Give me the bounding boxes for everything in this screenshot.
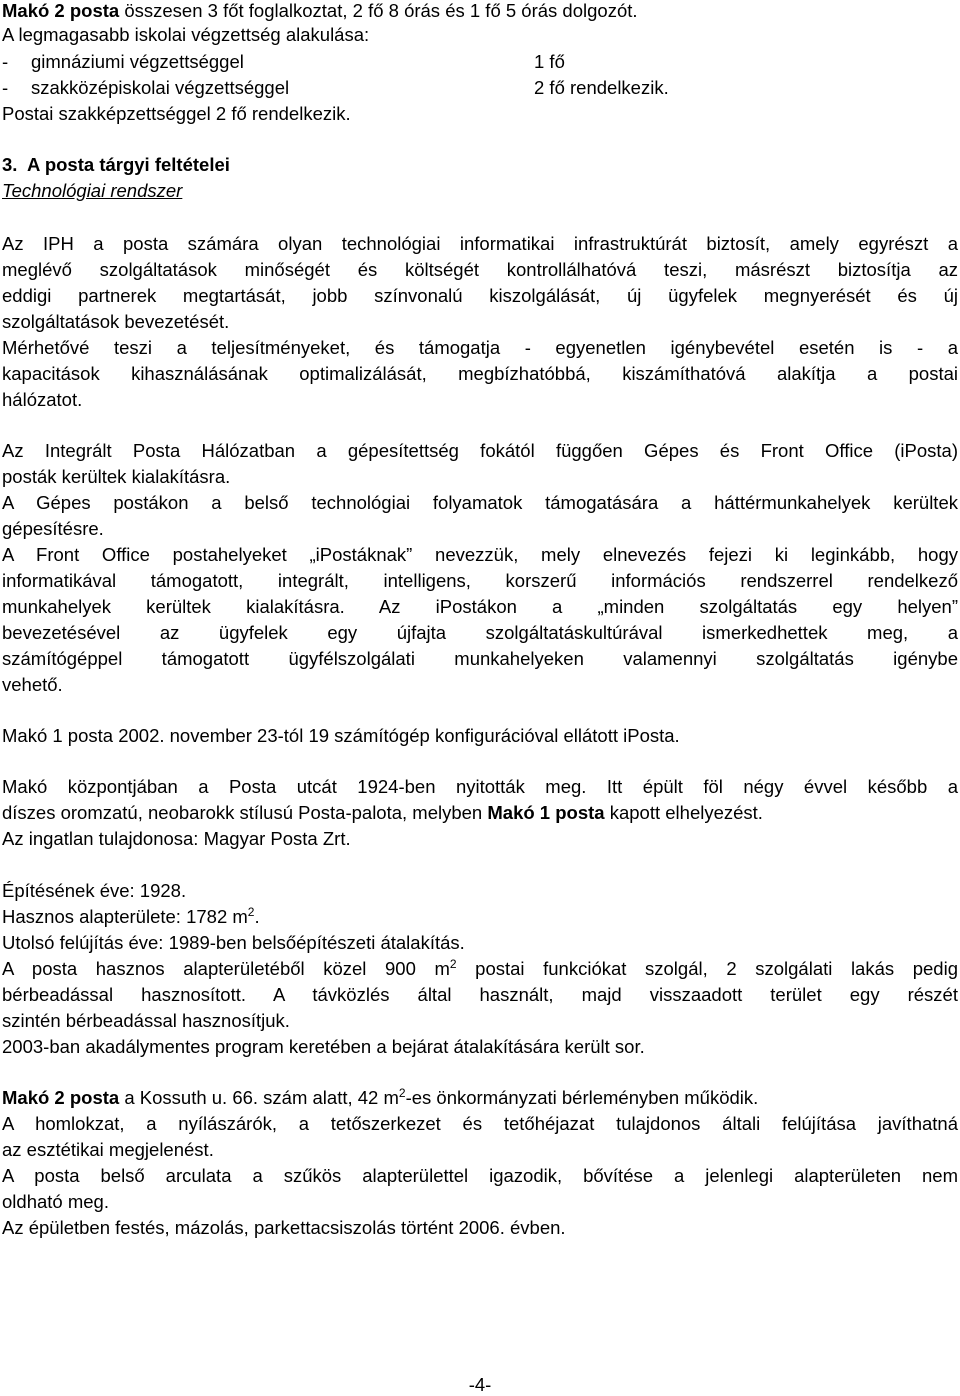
paragraph-line: A Front Office postahelyeket „iPostáknak” nevezzük, mely elnevezés fejezi ki leginkább, hogy [2,544,958,565]
section-heading: 3. A posta tárgyi feltételei [2,154,230,175]
paragraph-line [2,958,958,980]
paragraph-line: A homlokzat, a nyílászárók, a tetőszerkezet és tetőhéjazat tulajdonos általi felújítása javíthatná [2,1113,958,1134]
paragraph-line: szintén bérbeadással hasznosítjuk. [2,1010,290,1031]
superscript: 2 [398,1086,406,1100]
paragraph-line: Építésének éve: 1928. [2,880,187,901]
paragraph-line: Utolsó felújítás éve: 1989-ben belsőépítészeti átalakítás. [2,932,465,953]
intro-line-1-text: összesen 3 főt foglalkoztat, 2 fő 8 órás és 1 fő 5 órás dolgozót. [119,0,638,21]
intro-line-5: Postai szakképzettséggel 2 fő rendelkezik. [2,103,351,124]
paragraph-line: számítógéppel támogatott ügyfélszolgálati munkahelyeken valamennyi szolgáltatás igénybe [2,648,958,669]
list-dash: - [2,77,9,98]
paragraph-line: szolgáltatások bevezetését. [2,311,230,332]
paragraph-text: postai funkciókat szolgál, 2 szolgálati lakás pedig [456,958,958,979]
list-item-value: 2 fő rendelkezik. [534,77,669,98]
paragraph-line [2,802,763,824]
page-number: -4- [468,1374,492,1395]
intro-line-2: A legmagasabb iskolai végzettség alakulása: [2,24,370,45]
paragraph-line: Az Integrált Posta Hálózatban a gépesítettség fokától függően Gépes és Front Office (iPosta) [2,440,958,461]
paragraph-line: meglévő szolgáltatások minőségét és költségét kontrollálhatóvá teszi, másrészt biztosítja az [2,259,958,280]
intro-bold-title: Makó 2 posta [2,0,120,21]
paragraph-line: kapacitások kihasználásának optimalizálását, megbízhatóbbá, kiszámíthatóvá alakítja a postai [2,363,958,384]
paragraph-line [2,1087,758,1109]
paragraph-text: A posta hasznos alapterületéből közel 900 m [2,958,450,979]
paragraph-line: eddigi partnerek megtartását, jobb színvonalú kiszolgálását, új ügyfelek megnyerését és új [2,285,958,306]
list-dash: - [2,51,9,72]
paragraph-line: az esztétikai megjelenést. [2,1139,214,1160]
superscript: 2 [449,957,457,971]
section-subheading: Technológiai rendszer [2,180,183,201]
intro-line-1 [2,0,638,22]
paragraph-line: bérbeadással hasznosított. A távközlés által használt, majd visszaadott terület egy részét [2,984,958,1005]
paragraph-bold-text: Makó 1 posta [487,802,605,823]
superscript: 2 [247,905,255,919]
paragraph-line: posták kerültek kialakításra. [2,466,231,487]
paragraph-bold-text: Makó 2 posta [2,1087,120,1108]
paragraph-line: Az ingatlan tulajdonosa: Magyar Posta Zrt. [2,828,351,849]
paragraph-text: díszes oromzatú, neobarokk stílusú Posta-palota, melyben [2,802,488,823]
paragraph-line: vehető. [2,674,63,695]
list-item-value: 1 fő [534,51,565,72]
paragraph-line: A posta belső arculata a szűkös alapterülettel igazodik, bővítése a jelenlegi alapterületen nem [2,1165,958,1186]
paragraph-line: 2003-ban akadálymentes program keretében a bejárat átalakítására került sor. [2,1036,645,1057]
paragraph-line: A Gépes postákon a belső technológiai folyamatok támogatására a háttérmunkahelyek kerültek [2,492,958,513]
paragraph-line [2,906,260,928]
paragraph-text: Hasznos alapterülete: 1782 m [2,906,248,927]
paragraph-line: gépesítésre. [2,518,104,539]
list-item-label: gimnáziumi végzettséggel [31,51,244,72]
paragraph-line: Mérhetővé teszi a teljesítményeket, és támogatja - egyenetlen igénybevétel esetén is - a [2,337,958,358]
paragraph-line: munkahelyek kerültek kialakításra. Az iPostákon a „minden szolgáltatás egy helyen” [2,596,958,617]
paragraph-line: Makó központjában a Posta utcát 1924-ben nyitották meg. Itt épült föl négy évvel később a [2,776,958,797]
list-item-label: szakközépiskolai végzettséggel [31,77,290,98]
paragraph-line: informatikával támogatott, integrált, intelligens, korszerű információs rendszerrel rendelkező [2,570,958,591]
paragraph-text: . [254,906,260,927]
paragraph-line: hálózatot. [2,389,83,410]
paragraph-line: oldható meg. [2,1191,109,1212]
paragraph-text: -es önkormányzati bérleményben működik. [405,1087,759,1108]
paragraph-line: Az épületben festés, mázolás, parkettacsiszolás történt 2006. évben. [2,1217,566,1238]
paragraph-line: Az IPH a posta számára olyan technológiai informatikai infrastruktúrát biztosít, amely egyrészt a [2,233,958,254]
paragraph-line: Makó 1 posta 2002. november 23-tól 19 számítógép konfigurációval ellátott iPosta. [2,725,680,746]
paragraph-line: bevezetésével az ügyfelek egy újfajta szolgáltatáskultúrával ismerkedhettek meg, a [2,622,958,643]
paragraph-text: kapott elhelyezést. [604,802,763,823]
paragraph-text: a Kossuth u. 66. szám alatt, 42 m [119,1087,399,1108]
